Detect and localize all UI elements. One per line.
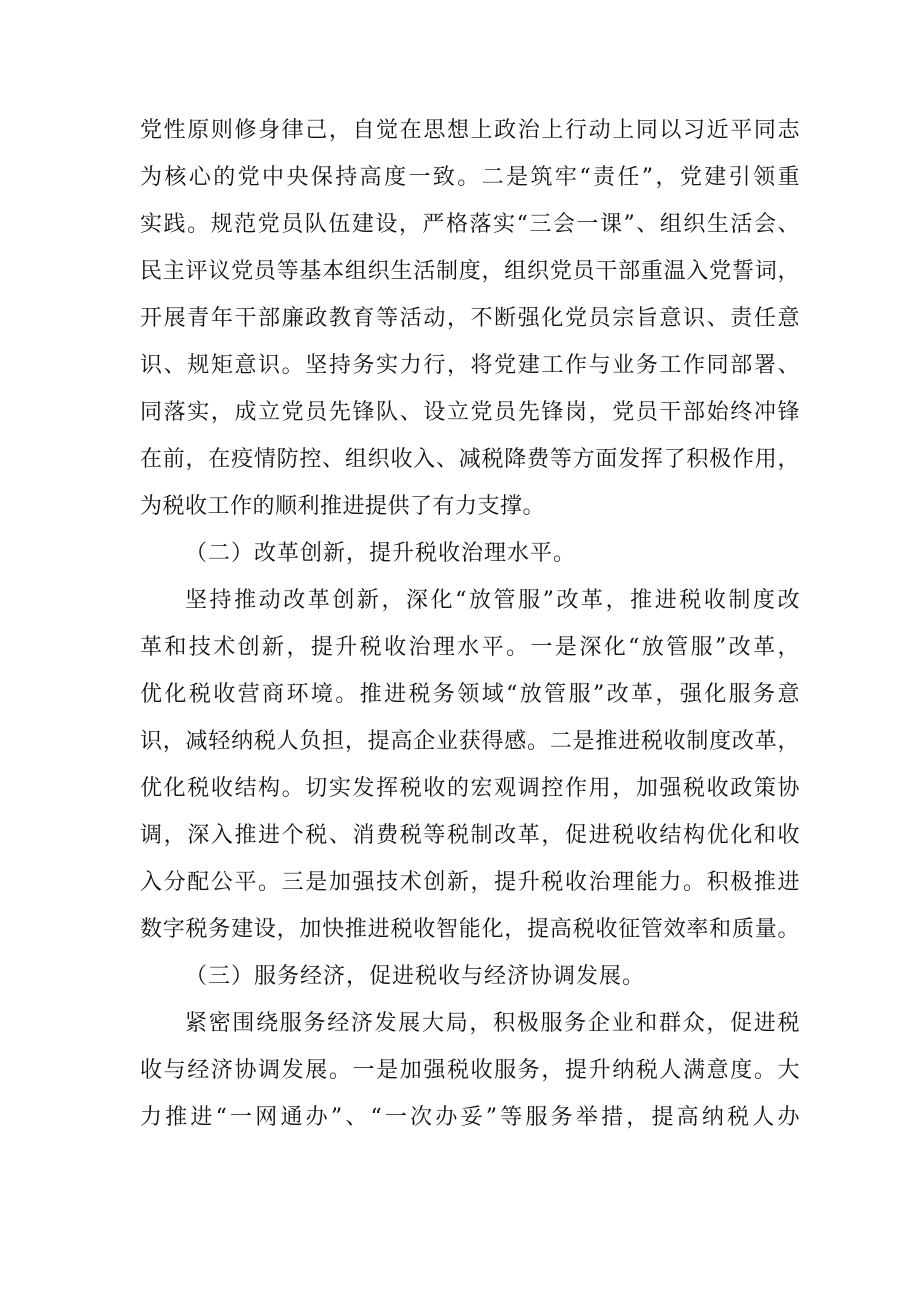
text-line: 识、规矩意识。坚持务实力行，将党建工作与业务工作同部署、 [140, 353, 800, 378]
text-line: 在前，在疫情防控、组织收入、减税降费等方面发挥了积极作用， [140, 447, 800, 472]
section-heading: （三）服务经济，促进税收与经济协调发展。 [185, 964, 646, 989]
paragraph-first-line: 紧密围绕服务经济发展大局，积极服务企业和群众，促进税 [185, 1011, 800, 1036]
text-line: 力推进“一网通办”、“一次办妥”等服务举措，提高纳税人办 [140, 1105, 800, 1130]
text-line: 革和技术创新，提升税收治理水平。一是深化“放管服”改革， [140, 635, 800, 660]
text-line: 为核心的党中央保持高度一致。二是筑牢“责任”，党建引领重 [140, 165, 800, 190]
text-line: 党性原则修身律己，自觉在思想上政治上行动上同以习近平同志 [140, 118, 800, 143]
text-line: 同落实，成立党员先锋队、设立党员先锋岗，党员干部始终冲锋 [140, 400, 800, 425]
text-line: 优化税收结构。切实发挥税收的宏观调控作用，加强税收政策协 [140, 776, 800, 801]
text-line: 收与经济协调发展。一是加强税收服务，提升纳税人满意度。大 [140, 1058, 800, 1083]
paragraph-end-line: 为税收工作的顺利推进提供了有力支撑。 [140, 494, 546, 519]
text-line: 开展青年干部廉政教育等活动，不断强化党员宗旨意识、责任意 [140, 306, 800, 331]
text-line: 实践。规范党员队伍建设，严格落实“三会一课”、组织生活会、 [140, 212, 800, 237]
section-heading: （二）改革创新，提升税收治理水平。 [185, 541, 577, 566]
paragraph-first-line: 坚持推动改革创新，深化“放管服”改革，推进税收制度改 [185, 588, 800, 613]
text-line: 识，减轻纳税人负担，提高企业获得感。二是推进税收制度改革， [140, 729, 800, 754]
text-line: 入分配公平。三是加强技术创新，提升税收治理能力。积极推进 [140, 870, 800, 895]
text-line: 民主评议党员等基本组织生活制度，组织党员干部重温入党誓词， [140, 259, 800, 284]
text-line: 数字税务建设，加快推进税收智能化，提高税收征管效率和质量。 [140, 917, 800, 942]
text-line: 优化税收营商环境。推进税务领域“放管服”改革，强化服务意 [140, 682, 800, 707]
text-line: 调，深入推进个税、消费税等税制改革，促进税收结构优化和收 [140, 823, 800, 848]
